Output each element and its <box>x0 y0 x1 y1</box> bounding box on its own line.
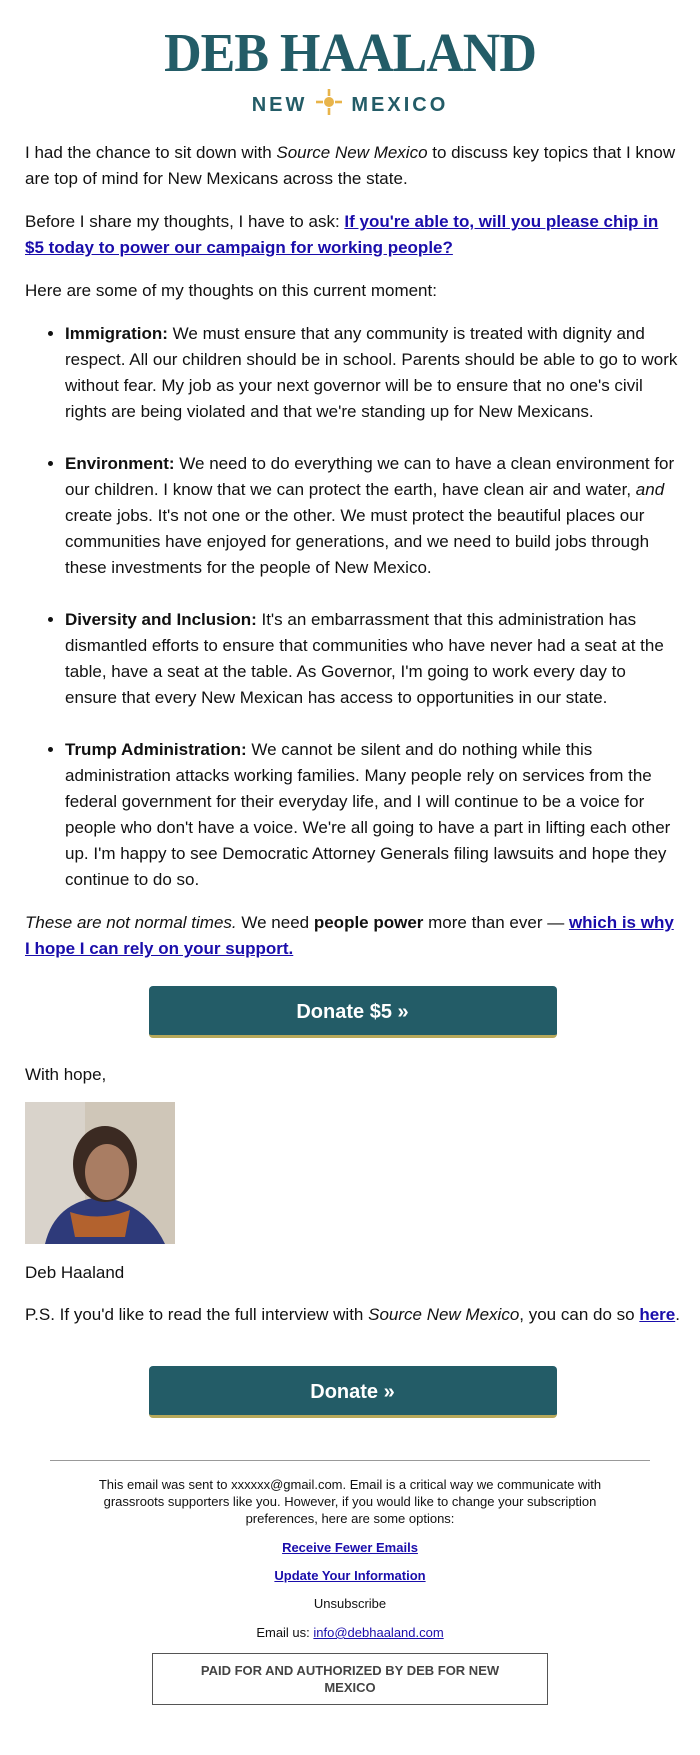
logo-state-right: MEXICO <box>351 93 449 116</box>
list-item: • Immigration: We must ensure that any community is treated with dignity and respect. All our children should be in school. Parents should be able to go to work without fear. My job as your next governor will be to ensure that no one's civil rights are being violated and that we're standing up for New Mexicans. <box>65 321 680 425</box>
list-item: • Diversity and Inclusion: It's an embarrassment that this administration has dismantled efforts to ensure that communities who have never had a seat at the table, have a seat at the table. As Governor, I'm going to work every day to ensure that every New Mexican has access to opportunities in our state. <box>65 607 680 711</box>
footer-notice: This email was sent to xxxxxx@gmail.com. Email is a critical way we communicate with grassroots supporters like you. However, if you would like to change your subscription preferences, here are some options: <box>98 1477 602 1526</box>
thoughts-intro: Here are some of my thoughts on this current moment: <box>25 281 437 300</box>
email-label: Email us: <box>256 1625 314 1640</box>
chip-in-link[interactable]: If you're able to, will you please chip in $5 today to power our campaign for working people? <box>25 212 659 257</box>
donate-button[interactable]: Donate » <box>149 1366 557 1418</box>
footer <box>50 1460 650 1705</box>
list-item: • Environment: We need to do everything we can to have a clean environment for our children. I know that we can protect the earth, have clean air and water, and create jobs. It's not one or the other. We must protect the beautiful places our communities have enjoyed for generations, and we need to build jobs through these investments for the people of New Mexico. <box>65 451 680 581</box>
contact-email-link[interactable]: info@debhaaland.com <box>313 1625 444 1640</box>
logo-state-left: NEW <box>251 93 308 116</box>
fewer-emails-link[interactable]: Receive Fewer Emails <box>282 1540 418 1555</box>
signoff: With hope, <box>25 1065 107 1084</box>
signature-name: Deb Haaland <box>25 1263 125 1282</box>
ps-paragraph: P.S. If you'd like to read the full interview with Source New Mexico, you can do so here. <box>25 1305 680 1324</box>
candidate-photo <box>25 1102 175 1244</box>
email-body <box>25 140 680 1418</box>
closing-paragraph: These are not normal times. We need people power more than ever — which is why I hope I can rely on your support. <box>25 913 674 958</box>
unsubscribe-link[interactable]: Unsubscribe <box>313 1596 387 1611</box>
thoughts-list <box>25 321 680 893</box>
donate-5-button[interactable]: Donate $5 » <box>149 986 557 1038</box>
zia-sun-icon <box>315 88 343 122</box>
support-link[interactable]: which is why I hope I can rely on your support. <box>25 913 674 958</box>
logo-name: DEB HAALAND <box>164 23 536 84</box>
ask-paragraph: Before I share my thoughts, I have to ask: If you're able to, will you please chip in $5 today to power our campaign for working people? <box>25 212 659 257</box>
paid-for-disclaimer: PAID FOR AND AUTHORIZED BY DEB FOR NEW MEXICO <box>152 1653 548 1705</box>
intro-paragraph: I had the chance to sit down with Source New Mexico to discuss key topics that I know are top of mind for New Mexicans across the state. <box>25 143 676 188</box>
campaign-logo <box>0 23 700 122</box>
logo-state <box>0 88 700 122</box>
update-info-link[interactable]: Update Your Information <box>274 1568 426 1583</box>
interview-here-link[interactable]: here <box>639 1305 676 1324</box>
list-item: • Trump Administration: We cannot be silent and do nothing while this administration attacks working families. Many people rely on services from the federal government for their everyday life, and I will continue to be a voice for people who don't have a voice. We're all going to have a part in lifting each other up. I'm happy to see Democratic Attorney Generals filing lawsuits and hope they continue to do so. <box>65 737 680 893</box>
